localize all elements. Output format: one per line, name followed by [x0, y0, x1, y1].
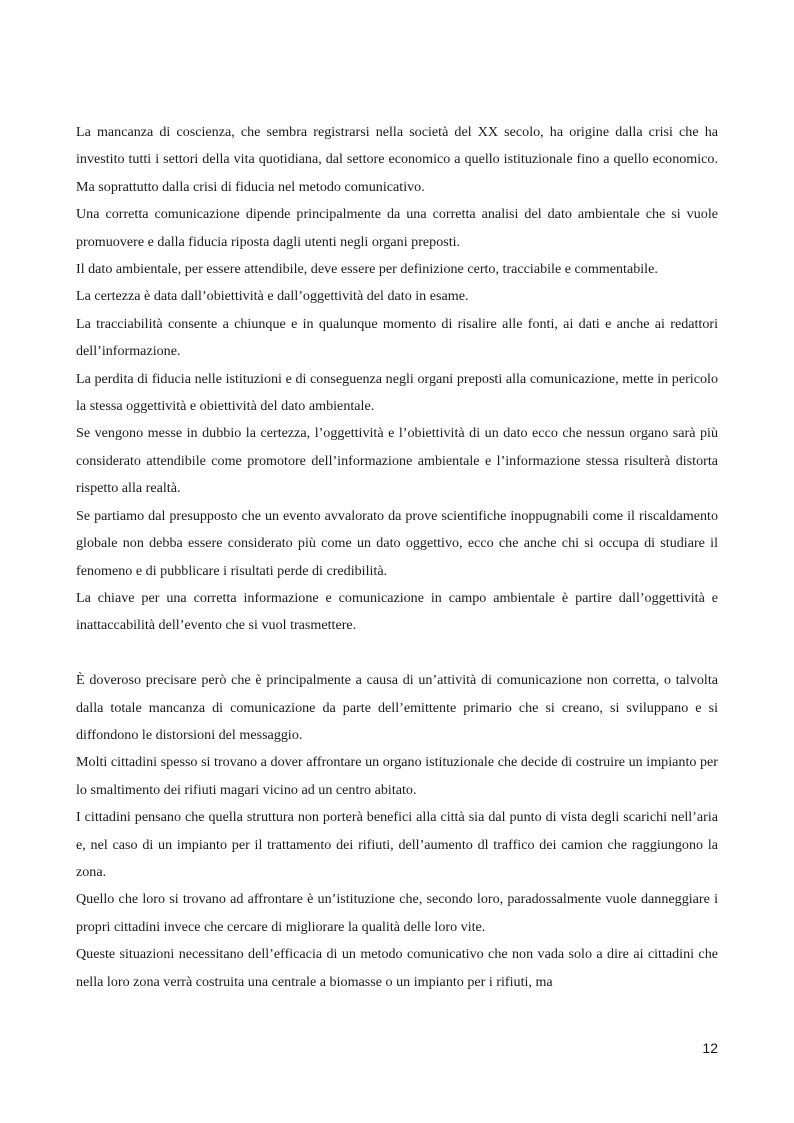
paragraph: La tracciabilità consente a chiunque e in qualunque momento di risalire alle fonti, ai dati e anche ai redattori dell’informazione.: [76, 315, 718, 360]
paragraph: È doveroso precisare però che è principalmente a causa di un’attività di comunicazione non corretta, o talvolta dalla totale mancanza di comunicazione da parte dell’emittente primario che si creano, si sviluppano e si diffondono le distorsioni del messaggio.: [76, 672, 718, 743]
paragraph: Il dato ambientale, per essere attendibile, deve essere per definizione certo, tracciabile e commentabile.: [76, 261, 658, 278]
paragraph: La mancanza di coscienza, che sembra registrarsi nella società del XX secolo, ha origine dalla crisi che ha investito tutti i settori della vita quotidiana, dal settore economico a quello istituzionale fino a quello economico. Ma soprattutto dalla crisi di fiducia nel metodo comunicativo.: [76, 124, 718, 195]
page-number: 12: [702, 1040, 718, 1056]
paragraph: Queste situazioni necessitano dell’efficacia di un metodo comunicativo che non vada solo a dire ai cittadini che nella loro zona verrà costruita una centrale a biomasse o un impianto per i rifiuti, ma: [76, 946, 718, 990]
paragraph: I cittadini pensano che quella struttura non porterà benefici alla città sia dal punto di vista degli scarichi nell’aria e, nel caso di un impianto per il trattamento dei rifiuti, dell’aumento dl traffico dei camion che raggiungono la zona.: [76, 809, 718, 880]
paragraph: Se partiamo dal presupposto che un evento avvalorato da prove scientifiche inoppugnabili come il riscaldamento globale non debba essere considerato più come un dato oggettivo, ecco che anche chi si occupa di studiare il fenomeno e di pubblicare i risultati perde di credibilità.: [76, 507, 718, 579]
body-text: [76, 119, 718, 996]
paragraph: La chiave per una corretta informazione e comunicazione in campo ambientale è partire dall’oggettività e inattaccabilità dell’evento che si vuol trasmettere.: [76, 589, 718, 634]
paragraph: Quello che loro si trovano ad affrontare è un’istituzione che, secondo loro, paradossalmente vuole danneggiare i propri cittadini invece che cercare di migliorare la qualità delle loro vite.: [76, 891, 718, 935]
section-spacer: [76, 640, 718, 667]
paragraph: Molti cittadini spesso si trovano a dover affrontare un organo istituzionale che decide di costruire un impianto per lo smaltimento dei rifiuti magari vicino ad un centro abitato.: [76, 754, 718, 798]
paragraph: Una corretta comunicazione dipende principalmente da una corretta analisi del dato ambientale che si vuole promuovere e dalla fiducia riposta dagli utenti negli organi preposti.: [76, 206, 718, 250]
paragraph: Se vengono messe in dubbio la certezza, l’oggettività e l’obiettività di un dato ecco che nessun organo sarà più considerato attendibile come promotore dell’informazione ambientale e l’informazione stessa risulterà distorta rispetto alla realtà.: [76, 425, 718, 497]
paragraph: La perdita di fiducia nelle istituzioni e di conseguenza negli organi preposti alla comunicazione, mette in pericolo la stessa oggettività e obiettività del dato ambientale.: [76, 370, 718, 415]
paragraph: La certezza è data dall’obiettività e dall’oggettività del dato in esame.: [76, 288, 469, 305]
